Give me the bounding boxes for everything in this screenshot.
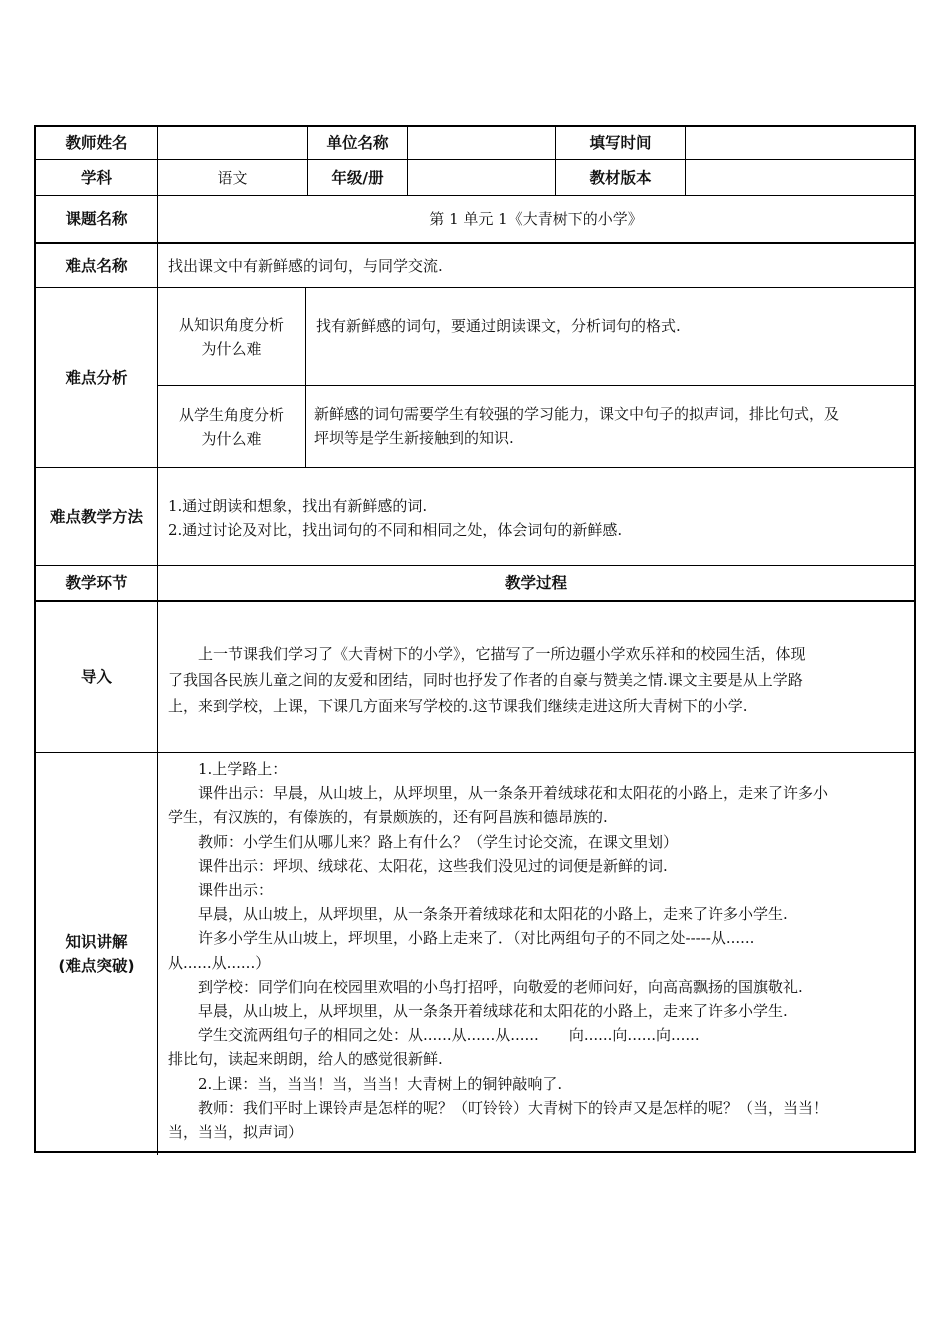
student-angle-label [158, 386, 306, 468]
knowledge-line: 1.上学路上： [198, 760, 288, 778]
difficulty-value: 找出课文中有新鲜感的词句，与同学交流. [158, 244, 914, 288]
knowledge-line: 到学校：同学们向在校园里欢唱的小鸟打招呼，向敬爱的老师问好，向高高飘扬的国旗敬礼. [198, 977, 803, 996]
topic-value: 第 1 单元 1《大青树下的小学》 [158, 196, 914, 244]
student-angle-line1: 从学生角度分析 [178, 405, 284, 424]
knowledge-line: 排比句，读起来朗朗，给人的感觉很新鲜. [168, 1050, 443, 1069]
knowledge-line: 学生，有汉族的，有傣族的，有景颇族的，还有阿昌族和德昂族的. [168, 808, 608, 827]
knowledge-line: 学生交流两组句子的相同之处：从......从......从...... 向......向......向...... [198, 1026, 700, 1045]
difficulty-label: 难点名称 [36, 244, 158, 288]
fill-time-label: 填写时间 [556, 127, 686, 160]
stage-label: 教学环节 [36, 566, 158, 602]
grade-label: 年级/册 [308, 160, 408, 196]
table-bottom-rule [34, 1151, 916, 1153]
unit-name-label: 单位名称 [308, 127, 408, 160]
textbook-label: 教材版本 [556, 160, 686, 196]
method-line1: 1.通过朗读和想象，找出有新鲜感的词. [168, 497, 428, 515]
student-angle-text-line2: 坪坝等是学生新接触到的知识. [314, 429, 514, 447]
knowledge-text [158, 753, 914, 1155]
student-angle-line2: 为什么难 [201, 429, 262, 448]
knowledge-line: 课件出示：早晨，从山坡上，从坪坝里，从一条条开着绒球花和太阳花的小路上，走来了许多小 [198, 784, 829, 803]
knowledge-line: 2.上课：当，当当！当，当当！大青树上的铜钟敲响了. [198, 1074, 563, 1093]
topic-label: 课题名称 [36, 196, 158, 244]
analysis-label: 难点分析 [36, 288, 158, 468]
teacher-name-label: 教师姓名 [36, 127, 158, 160]
intro-line1: 上一节课我们学习了《大青树下的小学》，它描写了一所边疆小学欢乐祥和的校园生活，体现 [198, 645, 806, 663]
knowledge-label-line1: 知识讲解 [65, 933, 128, 951]
intro-line2: 了我国各民族儿童之间的友爱和团结，同时也抒发了作者的自豪与赞美之情.课文主要是从上学路 [168, 671, 803, 689]
student-angle-text-line1: 新鲜感的词句需要学生有较强的学习能力，课文中句子的拟声词，排比句式，及 [314, 405, 840, 423]
method-text [158, 468, 914, 566]
knowledge-label [36, 753, 158, 1155]
knowledge-line: 从......从......） [168, 953, 271, 972]
lesson-plan-table [34, 125, 916, 1153]
unit-name-value [408, 127, 556, 160]
knowledge-line: 教师：小学生们从哪儿来？路上有什么？（学生讨论交流，在课文里划） [198, 832, 679, 851]
intro-label: 导入 [36, 602, 158, 753]
knowledge-angle-line2: 为什么难 [201, 339, 262, 358]
knowledge-line: 教师：我们平时上课铃声是怎样的呢？（叮铃铃）大青树下的铃声又是怎样的呢？（当，当当！ [198, 1098, 829, 1117]
knowledge-label-line2: (难点突破) [58, 957, 135, 975]
method-line2: 2.通过讨论及对比，找出词句的不同和相同之处，体会词句的新鲜感. [168, 521, 623, 539]
knowledge-angle-line1: 从知识角度分析 [178, 315, 284, 334]
subject-value: 语文 [158, 160, 308, 196]
grade-value [408, 160, 556, 196]
knowledge-angle-text: 找有新鲜感的词句，要通过朗读课文，分析词句的格式. [306, 288, 914, 386]
teacher-name-value [158, 127, 308, 160]
knowledge-line: 课件出示： [198, 881, 274, 900]
knowledge-line: 许多小学生从山坡上，坪坝里，小路上走来了．（对比两组句子的不同之处-----从...... [198, 929, 755, 948]
knowledge-line: 当，当当，拟声词） [168, 1123, 304, 1142]
knowledge-line: 早晨，从山坡上，从坪坝里，从一条条开着绒球花和太阳花的小路上，走来了许多小学生. [198, 1002, 788, 1021]
subject-label: 学科 [36, 160, 158, 196]
knowledge-angle-label [158, 288, 306, 386]
student-angle-text [306, 386, 914, 468]
textbook-value [686, 160, 914, 196]
fill-time-value [686, 127, 914, 160]
knowledge-line: 课件出示：坪坝、绒球花、太阳花，这些我们没见过的词便是新鲜的词. [198, 856, 668, 875]
intro-line3: 上，来到学校，上课，下课几方面来写学校的.这节课我们继续走进这所大青树下的小学. [168, 697, 748, 715]
intro-text [158, 602, 914, 753]
knowledge-line: 早晨，从山坡上，从坪坝里，从一条条开着绒球花和太阳花的小路上，走来了许多小学生. [198, 905, 788, 924]
method-label: 难点教学方法 [36, 468, 158, 566]
process-label: 教学过程 [158, 566, 914, 602]
